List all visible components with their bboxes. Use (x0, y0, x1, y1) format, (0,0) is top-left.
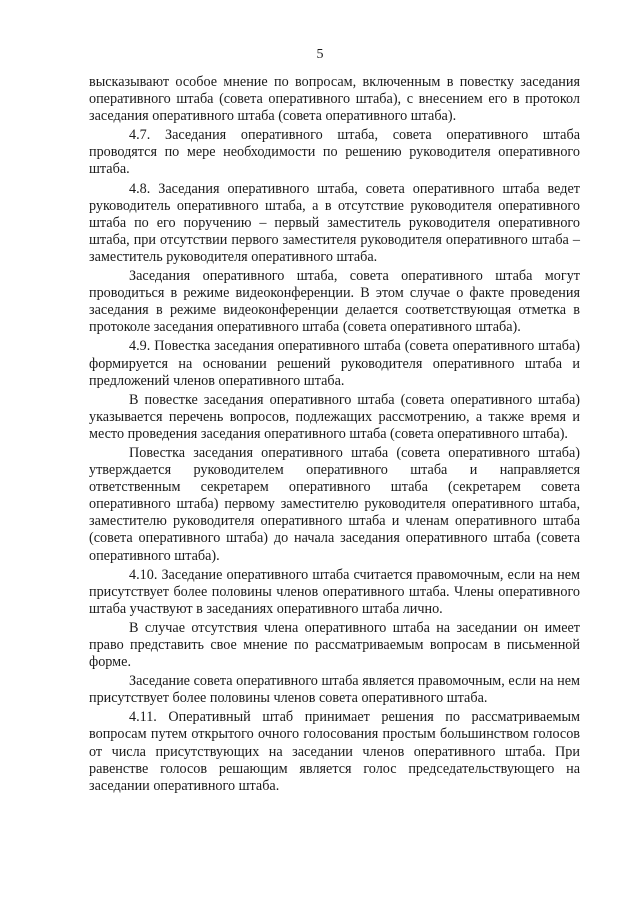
paragraph-videoconference: Заседания оперативного штаба, совета оперативного штаба могут проводиться в режиме видеоконференции. В этом случае о факте проведения заседания в режиме видеоконференции делается соответствующая отметка в протоколе заседания оперативного штаба (совета оперативного штаба). (89, 268, 580, 336)
paragraph-4-9: 4.9. Повестка заседания оперативного штаба (совета оперативного штаба) формируется на основании решений руководителя оперативного штаба и предложений членов оперативного штаба. (89, 338, 580, 389)
paragraph-4-8: 4.8. Заседания оперативного штаба, совета оперативного штаба ведет руководитель оперативного штаба, а в отсутствие руководителя оперативного штаба по его поручению – первый заместитель руководителя оперативного штаба, при отсутствии первого заместителя руководителя оперативного штаба – заместитель руководителя оперативного штаба. (89, 180, 580, 265)
paragraph-agenda-contents: В повестке заседания оперативного штаба (совета оперативного штаба) указывается перечень вопросов, подлежащих рассмотрению, а также время и место проведения заседания оперативного штаба (совета оперативного штаба). (89, 391, 580, 442)
paragraph-4-10: 4.10. Заседание оперативного штаба считается правомочным, если на нем присутствует более половины членов оперативного штаба. Члены оперативного штаба участвуют в заседаниях оперативного штаба лично. (89, 566, 580, 617)
paragraph-continuation: высказывают особое мнение по вопросам, включенным в повестку заседания оперативного штаба (совета оперативного штаба), с внесением его в протокол заседания оперативного штаба (совета оперативного штаба). (89, 74, 580, 125)
paragraph-4-11: 4.11. Оперативный штаб принимает решения по рассматриваемым вопросам путем открытого очного голосования простым большинством голосов от числа присутствующих на заседании членов оперативного штаба. При равенстве голосов решающим является голос председательствующего на заседании оперативного штаба. (89, 709, 580, 794)
paragraph-council-quorum: Заседание совета оперативного штаба является правомочным, если на нем присутствует более половины членов совета оперативного штаба. (89, 673, 580, 707)
paragraph-absence: В случае отсутствия члена оперативного штаба на заседании он имеет право представить свое мнение по рассматриваемым вопросам в письменной форме. (89, 619, 580, 671)
document-body (89, 74, 580, 797)
paragraph-agenda-approval: Повестка заседания оперативного штаба (совета оперативного штаба) утверждается руководителем оперативного штаба и направляется ответственным секретарем оперативного штаба (секретарем совета оперативного штаба) первому заместителю руководителя оперативного штаба, заместителю руководителя оперативного штаба и членам оперативного штаба (совета оперативного штаба) до начала заседания оперативного штаба (совета оперативного штаба). (89, 444, 580, 564)
page-number: 5 (316, 47, 324, 62)
paragraph-4-7: 4.7. Заседания оперативного штаба, совета оперативного штаба проводятся по мере необходимости по решению руководителя оперативного штаба. (89, 127, 580, 178)
